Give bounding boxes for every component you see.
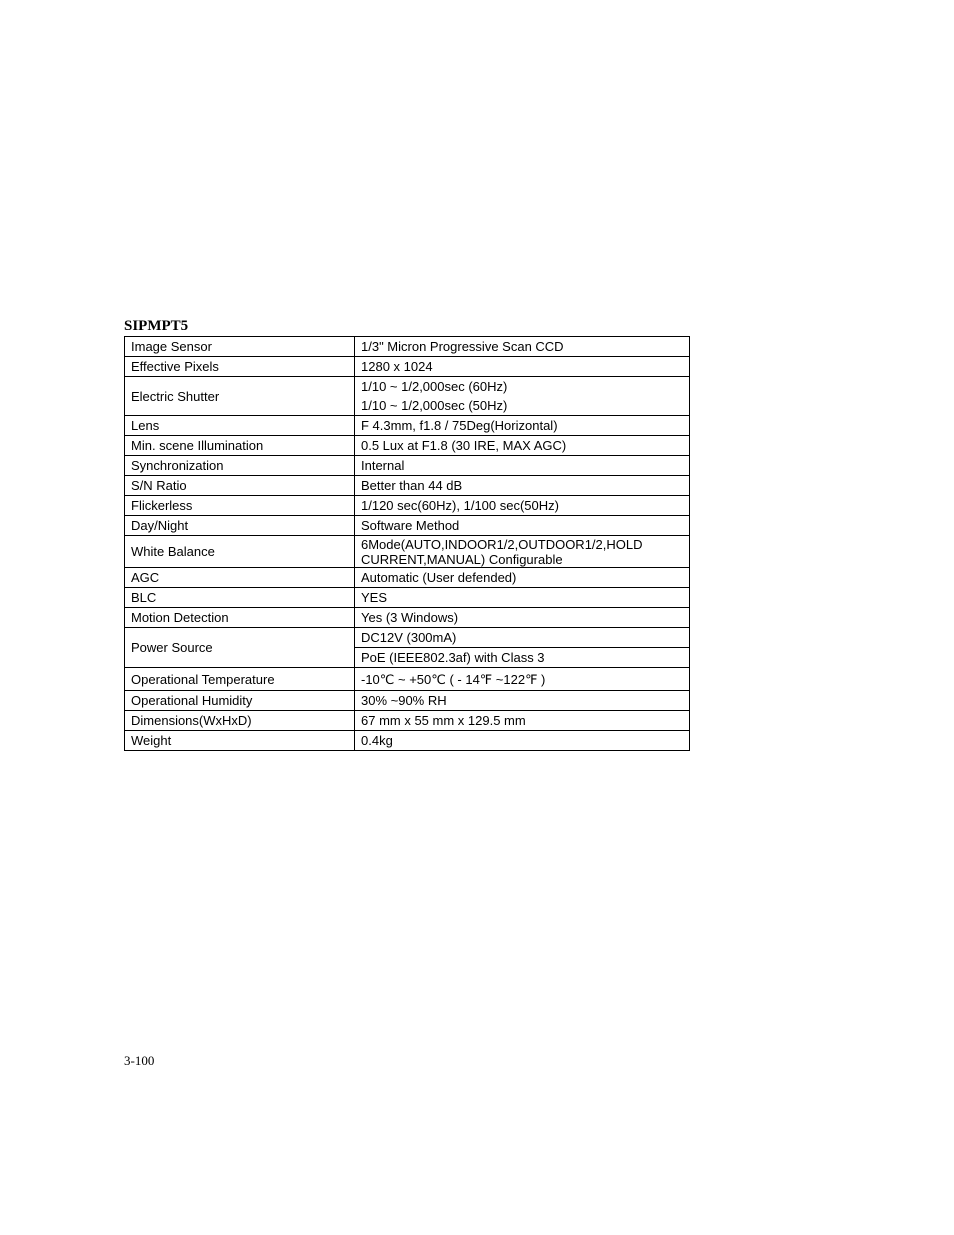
page-number: 3-100: [124, 1053, 155, 1068]
spec-value: 1280 x 1024: [355, 357, 690, 377]
table-row: [125, 668, 690, 691]
spec-value: DC12V (300mA): [355, 628, 690, 648]
spec-label: Weight: [125, 731, 355, 751]
spec-value: 0.4kg: [355, 731, 690, 751]
spec-value: F 4.3mm, f1.8 / 75Deg(Horizontal): [355, 416, 690, 436]
spec-label: Operational Temperature: [125, 668, 355, 691]
spec-value: 6Mode(AUTO,INDOOR1/2,OUTDOOR1/2,HOLD CURRENT,MANUAL) Configurable: [355, 536, 690, 568]
spec-value: 0.5 Lux at F1.8 (30 IRE, MAX AGC): [355, 436, 690, 456]
table-row: [125, 628, 690, 648]
spec-value: Automatic (User defended): [355, 568, 690, 588]
spec-label: Min. scene Illumination: [125, 436, 355, 456]
specifications-table: [124, 336, 690, 751]
table-row: [125, 608, 690, 628]
spec-label: Dimensions(WxHxD): [125, 711, 355, 731]
spec-label: Flickerless: [125, 496, 355, 516]
spec-value: -10℃ ~ +50℃ ( - 14℉ ~122℉ ): [355, 668, 690, 691]
spec-value: 67 mm x 55 mm x 129.5 mm: [355, 711, 690, 731]
spec-value: 1/10 ~ 1/2,000sec (60Hz): [355, 377, 690, 397]
spec-value: 30% ~90% RH: [355, 691, 690, 711]
spec-label: AGC: [125, 568, 355, 588]
spec-label: Day/Night: [125, 516, 355, 536]
spec-value: Internal: [355, 456, 690, 476]
spec-label: Operational Humidity: [125, 691, 355, 711]
table-row: [125, 377, 690, 397]
spec-value: YES: [355, 588, 690, 608]
spec-label: Synchronization: [125, 456, 355, 476]
spec-value: Yes (3 Windows): [355, 608, 690, 628]
spec-value: PoE (IEEE802.3af) with Class 3: [355, 648, 690, 668]
table-row: [125, 536, 690, 568]
spec-value: 1/10 ~ 1/2,000sec (50Hz): [355, 396, 690, 416]
table-row: [125, 516, 690, 536]
table-row: [125, 357, 690, 377]
spec-label: BLC: [125, 588, 355, 608]
table-row: [125, 711, 690, 731]
spec-value: 1/3" Micron Progressive Scan CCD: [355, 337, 690, 357]
table-row: [125, 436, 690, 456]
table-row: [125, 496, 690, 516]
spec-label: Effective Pixels: [125, 357, 355, 377]
table-row: [125, 568, 690, 588]
document-title: SIPMPT5: [124, 318, 189, 334]
spec-value: Software Method: [355, 516, 690, 536]
spec-label: S/N Ratio: [125, 476, 355, 496]
table-row: [125, 456, 690, 476]
spec-label: Electric Shutter: [125, 377, 355, 416]
spec-label: White Balance: [125, 536, 355, 568]
spec-value: Better than 44 dB: [355, 476, 690, 496]
spec-value: 1/120 sec(60Hz), 1/100 sec(50Hz): [355, 496, 690, 516]
spec-label: Power Source: [125, 628, 355, 668]
table-row: [125, 337, 690, 357]
table-row: [125, 416, 690, 436]
table-row: [125, 731, 690, 751]
spec-label: Motion Detection: [125, 608, 355, 628]
spec-label: Lens: [125, 416, 355, 436]
spec-label: Image Sensor: [125, 337, 355, 357]
table-row: [125, 691, 690, 711]
table-row: [125, 588, 690, 608]
table-row: [125, 476, 690, 496]
